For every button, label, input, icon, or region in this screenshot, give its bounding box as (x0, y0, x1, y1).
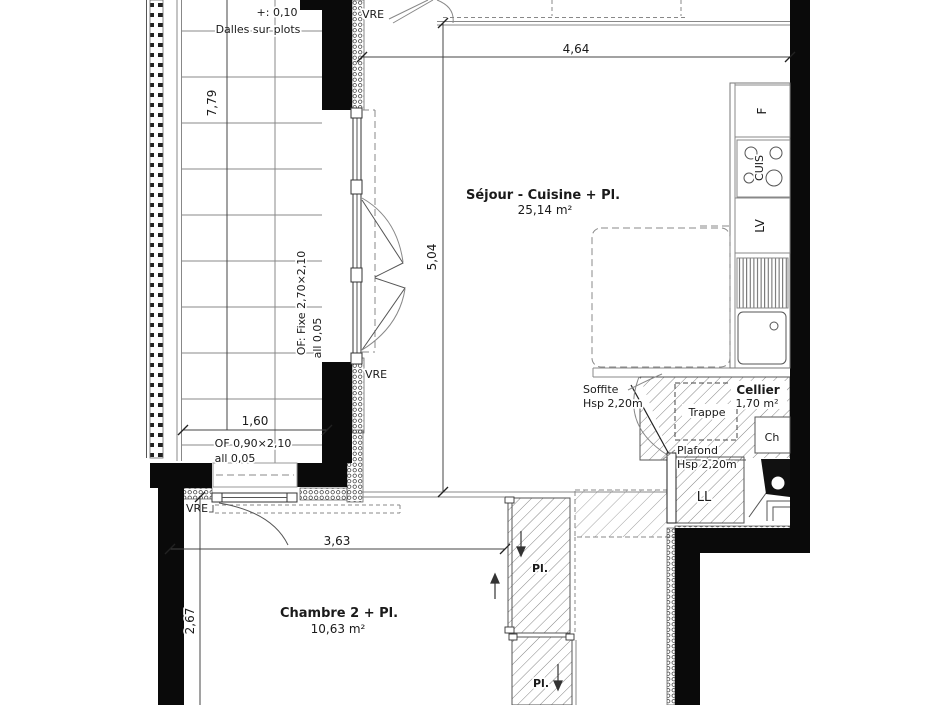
ceiling-note-line1: Plafond (677, 444, 718, 457)
cellar-name: Cellier (736, 383, 780, 397)
dim-bedroom-depth: 2,67 (183, 607, 197, 635)
balcony-level-note: +: 0,10 (256, 6, 298, 19)
fixed-window-label: OF: Fixe 2,70×2,10 (295, 250, 308, 356)
shutter-label-top: VRE (361, 8, 385, 21)
dim-living-width: 4,64 (562, 42, 590, 56)
casement-swing-lower (362, 278, 405, 350)
bedroom-area: 10,63 m² (310, 622, 366, 636)
kitchen-counter (592, 83, 790, 368)
dishwasher-label: LV (753, 219, 767, 233)
ceiling-note-line2: Hsp 2,20m (677, 458, 737, 471)
dim-bedroom-width: 3,63 (323, 534, 351, 548)
drainer (737, 258, 788, 308)
entry-door-swing (437, 0, 453, 23)
bedroom-window-sill-label: all 0,05 (214, 452, 256, 465)
washing-machine-label: LL (696, 490, 712, 505)
closet-top-label: Pl. (531, 562, 549, 575)
shutter-label-bottom: VRE (185, 502, 209, 515)
soffit-note-line2: Hsp 2,20m (583, 397, 643, 410)
dim-balcony-length: 7,79 (205, 89, 219, 117)
living-room-area: 25,14 m² (517, 203, 573, 217)
living-room-name: Séjour - Cuisine + Pl. (465, 188, 621, 203)
fridge-label: F (755, 107, 769, 115)
bedroom-window (186, 437, 400, 545)
closet-bottom (509, 634, 576, 705)
sink (738, 312, 786, 364)
washbasin-niche (746, 458, 790, 523)
fixed-window-sill-label: all 0,05 (311, 317, 324, 359)
kitchen-soffit-outline (592, 228, 730, 367)
bedroom-window-label: OF 0,90×2,10 (214, 437, 292, 450)
ceiling-hatch-label: Trappe (688, 406, 726, 419)
boiler-label: Ch (764, 431, 780, 444)
bedroom-name: Chambre 2 + Pl. (279, 606, 399, 621)
balcony (147, 0, 323, 463)
shutter-label-mid: VRE (364, 368, 388, 381)
top-wall (389, 0, 790, 25)
dim-living-depth: 5,04 (425, 243, 439, 271)
dim-balcony-width: 1,60 (241, 414, 269, 428)
bedroom-casement-swing (219, 503, 288, 545)
entry-ceiling-zone (575, 490, 675, 633)
cooktop-label: CUIS (753, 155, 766, 181)
cellar-area: 1,70 m² (735, 397, 779, 410)
soffit-note-line1: Soffite (583, 383, 619, 396)
closet-bottom-label: Pl. (532, 677, 550, 690)
balcony-railing (147, 0, 182, 461)
balcony-floor-note: Dalles sur plots (215, 23, 301, 36)
